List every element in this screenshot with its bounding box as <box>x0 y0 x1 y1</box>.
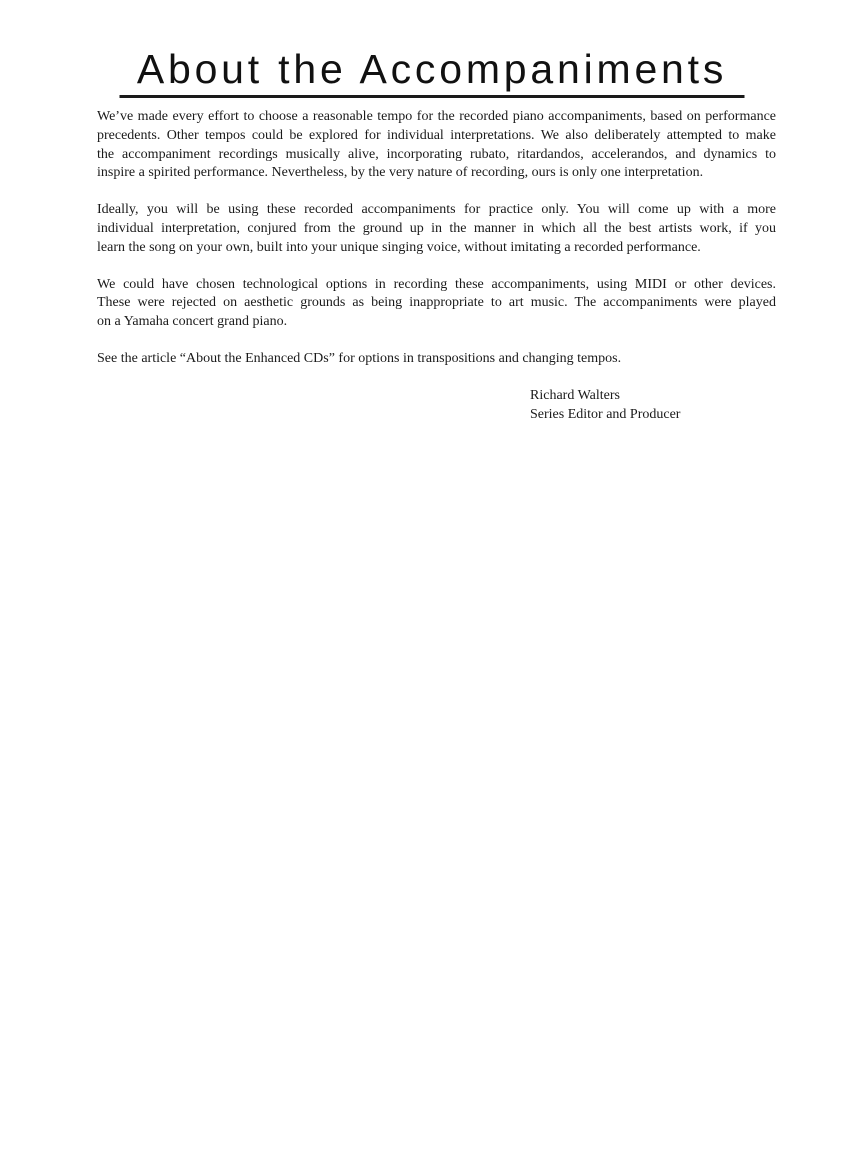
text-line: See the article “About the Enhanced CDs” for options in transpositions and changing tempos. <box>97 350 622 366</box>
text-line: precedents. Other tempos could be explored for individual interpretations. We also deliberately attempted to make <box>97 127 776 143</box>
signature-role: Series Editor and Producer <box>530 406 681 422</box>
page-title: About the Accompaniments <box>136 46 728 92</box>
signature-block <box>530 387 776 425</box>
text-line: We could have chosen technological options in recording these accompaniments, using MIDI or other devices. <box>97 276 776 292</box>
text-line: inspire a spirited performance. Nevertheless, by the very nature of recording, ours is only one interpretation. <box>97 165 704 181</box>
text-line: individual interpretation, conjured from the ground up in the manner in which all the best artists work, if you <box>97 220 776 236</box>
paragraph <box>97 276 776 332</box>
text-line: These were rejected on aesthetic grounds as being inappropriate to art music. The accompaniments were played <box>97 295 776 311</box>
text-line: Ideally, you will be using these recorded accompaniments for practice only. You will come up with a more <box>97 202 776 218</box>
paragraph <box>97 201 776 257</box>
paragraph <box>97 108 776 183</box>
text-line: on a Yamaha concert grand piano. <box>97 314 288 330</box>
title-rule <box>120 95 745 98</box>
signature-name: Richard Walters <box>530 387 620 403</box>
title-block <box>0 46 864 93</box>
text-line: learn the song on your own, built into your unique singing voice, without imitating a recorded performance. <box>97 239 701 255</box>
article-body <box>97 108 776 424</box>
paragraph <box>97 350 776 369</box>
text-line: the accompaniment recordings musically alive, incorporating rubato, ritardandos, accelerandos, and dynamics to <box>97 146 776 162</box>
text-line: We’ve made every effort to choose a reasonable tempo for the recorded piano accompaniments, based on performance <box>97 109 776 124</box>
